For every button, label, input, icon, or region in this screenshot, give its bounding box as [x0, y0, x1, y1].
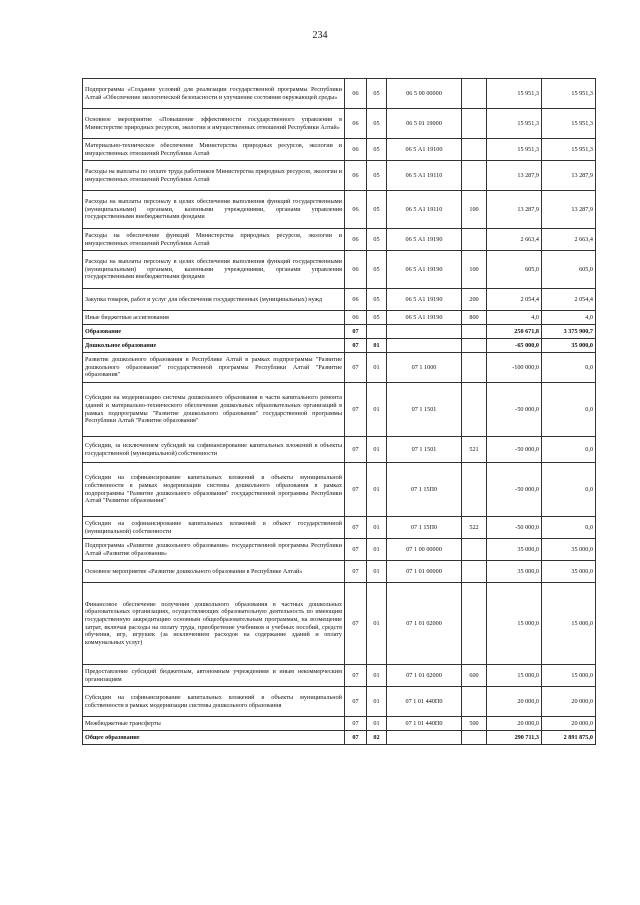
amount-total-cell: 13 287,9	[542, 191, 596, 229]
expense-type-cell	[462, 583, 487, 665]
expense-type-cell: 800	[462, 311, 487, 325]
subsection-code-cell	[367, 325, 387, 339]
row-name-cell: Развитие дошкольного образования в Республике Алтай в рамках подпрограммы "Развитие дошкольного образования" государственной программы Республики Алтай "Развитие образования"	[83, 353, 345, 383]
section-code-cell: 07	[345, 517, 367, 539]
target-article-cell: 06 5 01 19000	[387, 109, 462, 139]
section-code-cell: 06	[345, 161, 367, 191]
target-article-cell: 07 1 15П0	[387, 517, 462, 539]
subsection-code-cell: 01	[367, 383, 387, 437]
amount-total-cell: 4,0	[542, 311, 596, 325]
section-code-cell: 07	[345, 665, 367, 687]
expense-type-cell	[462, 463, 487, 517]
row-name-cell: Межбюджетные трансферты	[83, 717, 345, 731]
row-name-cell: Расходы на обеспечение функций Министерства природных ресурсов, экологии и имущественных отношений Республики Алтай	[83, 229, 345, 251]
target-article-cell: 06 5 00 00000	[387, 79, 462, 109]
amount-total-cell: 13 287,9	[542, 161, 596, 191]
row-name-cell: Образование	[83, 325, 345, 339]
target-article-cell: 07 1 1000	[387, 353, 462, 383]
amount-change-cell: -50 000,0	[487, 437, 542, 463]
expense-type-cell	[462, 161, 487, 191]
section-code-cell: 07	[345, 561, 367, 583]
amount-change-cell: 250 671,8	[487, 325, 542, 339]
target-article-cell: 06 5 А1 19190	[387, 289, 462, 311]
amount-change-cell: 605,0	[487, 251, 542, 289]
target-article-cell: 07 1 01 00000	[387, 561, 462, 583]
section-code-cell: 06	[345, 109, 367, 139]
subsection-code-cell: 05	[367, 139, 387, 161]
amount-total-cell: 15 000,0	[542, 583, 596, 665]
amount-change-cell: 20 000,0	[487, 687, 542, 717]
row-name-cell: Расходы на выплаты персоналу в целях обеспечения выполнения функций государственными (муниципальными) органами, казенными учреждениями, органами управления государственными внебюджетными фондами	[83, 191, 345, 229]
expense-type-cell	[462, 539, 487, 561]
table-row	[83, 79, 596, 109]
table-row	[83, 139, 596, 161]
page-number: 234	[312, 30, 328, 41]
table-row	[83, 383, 596, 437]
table-row	[83, 561, 596, 583]
target-article-cell: 07 1 01 02000	[387, 665, 462, 687]
table-row	[83, 463, 596, 517]
section-code-cell: 07	[345, 383, 367, 437]
table-row	[83, 311, 596, 325]
subsection-code-cell: 01	[367, 539, 387, 561]
row-name-cell: Субсидии, за исключением субсидий на софинансирование капитальных вложений в объекты государственной (муниципальной) собственности	[83, 437, 345, 463]
row-name-cell: Предоставление субсидий бюджетным, автономным учреждениям и иным некоммерческим организациям	[83, 665, 345, 687]
amount-total-cell: 0,0	[542, 437, 596, 463]
subsection-code-cell: 02	[367, 731, 387, 745]
amount-change-cell: 15 000,0	[487, 583, 542, 665]
table-row	[83, 437, 596, 463]
expense-type-cell	[462, 383, 487, 437]
expense-type-cell: 200	[462, 289, 487, 311]
row-name-cell: Субсидии на софинансирование капитальных вложений в объекты муниципальной собственности в рамках модернизации системы дошкольного образования	[83, 687, 345, 717]
target-article-cell	[387, 325, 462, 339]
table-row	[83, 717, 596, 731]
table-row	[83, 289, 596, 311]
subsection-code-cell: 05	[367, 251, 387, 289]
expense-type-cell: 500	[462, 717, 487, 731]
target-article-cell: 06 5 А1 19110	[387, 161, 462, 191]
amount-change-cell: 2 663,4	[487, 229, 542, 251]
amount-change-cell: 2 054,4	[487, 289, 542, 311]
amount-change-cell: 4,0	[487, 311, 542, 325]
amount-change-cell: 15 951,3	[487, 139, 542, 161]
target-article-cell: 07 1 01 440П0	[387, 687, 462, 717]
section-code-cell: 06	[345, 139, 367, 161]
amount-change-cell: -65 000,0	[487, 339, 542, 353]
section-code-cell: 07	[345, 539, 367, 561]
section-code-cell: 06	[345, 311, 367, 325]
amount-change-cell: 20 000,0	[487, 717, 542, 731]
section-code-cell: 07	[345, 325, 367, 339]
table-row	[83, 665, 596, 687]
row-name-cell: Субсидии на софинансирование капитальных вложений в объект государственной (муниципальной) собственности	[83, 517, 345, 539]
subsection-code-cell: 01	[367, 561, 387, 583]
row-name-cell: Подпрограмма «Развитие дошкольного образования» государственной программы Республики Алтай «Развитие образования»	[83, 539, 345, 561]
expense-type-cell	[462, 325, 487, 339]
section-code-cell: 07	[345, 437, 367, 463]
subsection-code-cell: 05	[367, 191, 387, 229]
target-article-cell: 07 1 15П0	[387, 463, 462, 517]
amount-total-cell: 3 375 900,7	[542, 325, 596, 339]
subsection-code-cell: 05	[367, 79, 387, 109]
amount-change-cell: 35 000,0	[487, 539, 542, 561]
expense-type-cell	[462, 353, 487, 383]
subsection-code-cell: 01	[367, 353, 387, 383]
table-row	[83, 109, 596, 139]
section-code-cell: 07	[345, 583, 367, 665]
budget-table-body	[83, 79, 596, 745]
target-article-cell: 07 1 1501	[387, 437, 462, 463]
expense-type-cell	[462, 731, 487, 745]
amount-change-cell: 15 951,3	[487, 79, 542, 109]
amount-change-cell: 35 000,0	[487, 561, 542, 583]
target-article-cell	[387, 731, 462, 745]
target-article-cell: 06 5 А1 19100	[387, 139, 462, 161]
amount-total-cell: 0,0	[542, 517, 596, 539]
amount-total-cell: 15 000,0	[542, 665, 596, 687]
section-code-cell: 07	[345, 339, 367, 353]
expense-type-cell: 100	[462, 251, 487, 289]
row-name-cell: Субсидии на софинансирование капитальных вложений в объекты муниципальной собственности в рамках модернизации системы дошкольного образования в рамках подпрограммы "Развитие дошкольного образования" государственной программы Республики Алтай "Развитие образования"	[83, 463, 345, 517]
amount-total-cell: 35 000,0	[542, 561, 596, 583]
row-name-cell: Общее образование	[83, 731, 345, 745]
subsection-code-cell: 05	[367, 161, 387, 191]
amount-change-cell: 15 000,0	[487, 665, 542, 687]
section-code-cell: 07	[345, 687, 367, 717]
row-name-cell: Расходы на выплаты по оплате труда работников Министерства природных ресурсов, экологии и имущественных отношений Республики Алтай	[83, 161, 345, 191]
expense-type-cell	[462, 79, 487, 109]
section-code-cell: 06	[345, 251, 367, 289]
table-row	[83, 731, 596, 745]
subsection-code-cell: 01	[367, 437, 387, 463]
target-article-cell: 07 1 1501	[387, 383, 462, 437]
amount-total-cell: 2 054,4	[542, 289, 596, 311]
section-code-cell: 07	[345, 353, 367, 383]
subsection-code-cell: 01	[367, 583, 387, 665]
row-name-cell: Финансовое обеспечение получения дошкольного образования в частных дошкольных образовательных организациях, осуществляющих образовательную деятельность по имеющим государственную аккредитацию основным общеобразовательным программам, на возмещение затрат, включая расходы на оплату труда, приобретение учебников и учебных пособий, средств обучения, игр, игрушек (за исключением расходов на содержание зданий и оплату коммунальных услуг)	[83, 583, 345, 665]
section-code-cell: 06	[345, 191, 367, 229]
amount-total-cell: 20 000,0	[542, 687, 596, 717]
amount-change-cell: -100 000,0	[487, 353, 542, 383]
table-row	[83, 191, 596, 229]
table-row	[83, 251, 596, 289]
expense-type-cell	[462, 339, 487, 353]
amount-total-cell: 15 951,3	[542, 139, 596, 161]
expense-type-cell	[462, 109, 487, 139]
target-article-cell: 06 5 А1 19190	[387, 229, 462, 251]
subsection-code-cell: 01	[367, 717, 387, 731]
target-article-cell: 07 1 01 440П0	[387, 717, 462, 731]
table-row	[83, 517, 596, 539]
expense-type-cell: 522	[462, 517, 487, 539]
row-name-cell: Материально-техническое обеспечение Министерства природных ресурсов, экологии и имущественных отношений Республики Алтай	[83, 139, 345, 161]
table-row	[83, 687, 596, 717]
amount-change-cell: -50 000,0	[487, 383, 542, 437]
amount-total-cell: 0,0	[542, 463, 596, 517]
target-article-cell: 06 5 А1 19110	[387, 191, 462, 229]
amount-change-cell: 15 951,3	[487, 109, 542, 139]
amount-total-cell: 0,0	[542, 353, 596, 383]
row-name-cell: Закупка товаров, работ и услуг для обеспечения государственных (муниципальных) нужд	[83, 289, 345, 311]
table-row	[83, 325, 596, 339]
amount-total-cell: 15 951,3	[542, 109, 596, 139]
target-article-cell: 06 5 А1 19190	[387, 311, 462, 325]
expense-type-cell	[462, 687, 487, 717]
section-code-cell: 06	[345, 229, 367, 251]
expense-type-cell	[462, 229, 487, 251]
row-name-cell: Субсидии на модернизацию системы дошкольного образования в части капитального ремонта зданий и материально-технического обеспечения дошкольных образовательных организаций в рамках подпрограммы "Развитие дошкольного образования" государственной программы Республики Алтай "Развитие образования"	[83, 383, 345, 437]
expense-type-cell: 100	[462, 191, 487, 229]
table-row	[83, 339, 596, 353]
table-row	[83, 583, 596, 665]
amount-total-cell: 2 891 875,0	[542, 731, 596, 745]
subsection-code-cell: 01	[367, 339, 387, 353]
subsection-code-cell: 01	[367, 463, 387, 517]
amount-change-cell: 290 711,3	[487, 731, 542, 745]
amount-change-cell: 13 287,9	[487, 191, 542, 229]
amount-total-cell: 35 000,0	[542, 539, 596, 561]
expense-type-cell: 600	[462, 665, 487, 687]
amount-total-cell: 2 663,4	[542, 229, 596, 251]
row-name-cell: Подпрограмма «Создание условий для реализации государственной программы Республики Алтай «Обеспечение экологической безопасности и улучшение состояния окружающей среды»	[83, 79, 345, 109]
subsection-code-cell: 01	[367, 687, 387, 717]
row-name-cell: Расходы на выплаты персоналу в целях обеспечения выполнения функций государственными (муниципальными) органами, казенными учреждениями, органами управления государственными внебюджетными фондами	[83, 251, 345, 289]
amount-total-cell: 605,0	[542, 251, 596, 289]
amount-total-cell: 20 000,0	[542, 717, 596, 731]
expense-type-cell	[462, 561, 487, 583]
amount-change-cell: 13 287,9	[487, 161, 542, 191]
amount-total-cell: 15 951,3	[542, 79, 596, 109]
table-row	[83, 539, 596, 561]
section-code-cell: 06	[345, 289, 367, 311]
section-code-cell: 06	[345, 79, 367, 109]
subsection-code-cell: 05	[367, 109, 387, 139]
table-row	[83, 353, 596, 383]
budget-table	[82, 78, 596, 745]
row-name-cell: Основное мероприятие «Повышение эффективности государственного управления в Министерстве природных ресурсов, экологии и имущественных отношений Республики Алтай»	[83, 109, 345, 139]
subsection-code-cell: 05	[367, 289, 387, 311]
subsection-code-cell: 01	[367, 665, 387, 687]
subsection-code-cell: 01	[367, 517, 387, 539]
subsection-code-cell: 05	[367, 311, 387, 325]
expense-type-cell: 521	[462, 437, 487, 463]
amount-total-cell: 0,0	[542, 383, 596, 437]
table-row	[83, 229, 596, 251]
amount-total-cell: 35 000,0	[542, 339, 596, 353]
target-article-cell: 07 1 01 02000	[387, 583, 462, 665]
amount-change-cell: -50 000,0	[487, 463, 542, 517]
row-name-cell: Основное мероприятие «Развитие дошкольного образования в Республике Алтай»	[83, 561, 345, 583]
target-article-cell	[387, 339, 462, 353]
subsection-code-cell: 05	[367, 229, 387, 251]
section-code-cell: 07	[345, 463, 367, 517]
row-name-cell: Иные бюджетные ассигнования	[83, 311, 345, 325]
target-article-cell: 07 1 00 00000	[387, 539, 462, 561]
amount-change-cell: -50 000,0	[487, 517, 542, 539]
target-article-cell: 06 5 А1 19190	[387, 251, 462, 289]
table-row	[83, 161, 596, 191]
section-code-cell: 07	[345, 717, 367, 731]
row-name-cell: Дошкольное образование	[83, 339, 345, 353]
expense-type-cell	[462, 139, 487, 161]
section-code-cell: 07	[345, 731, 367, 745]
